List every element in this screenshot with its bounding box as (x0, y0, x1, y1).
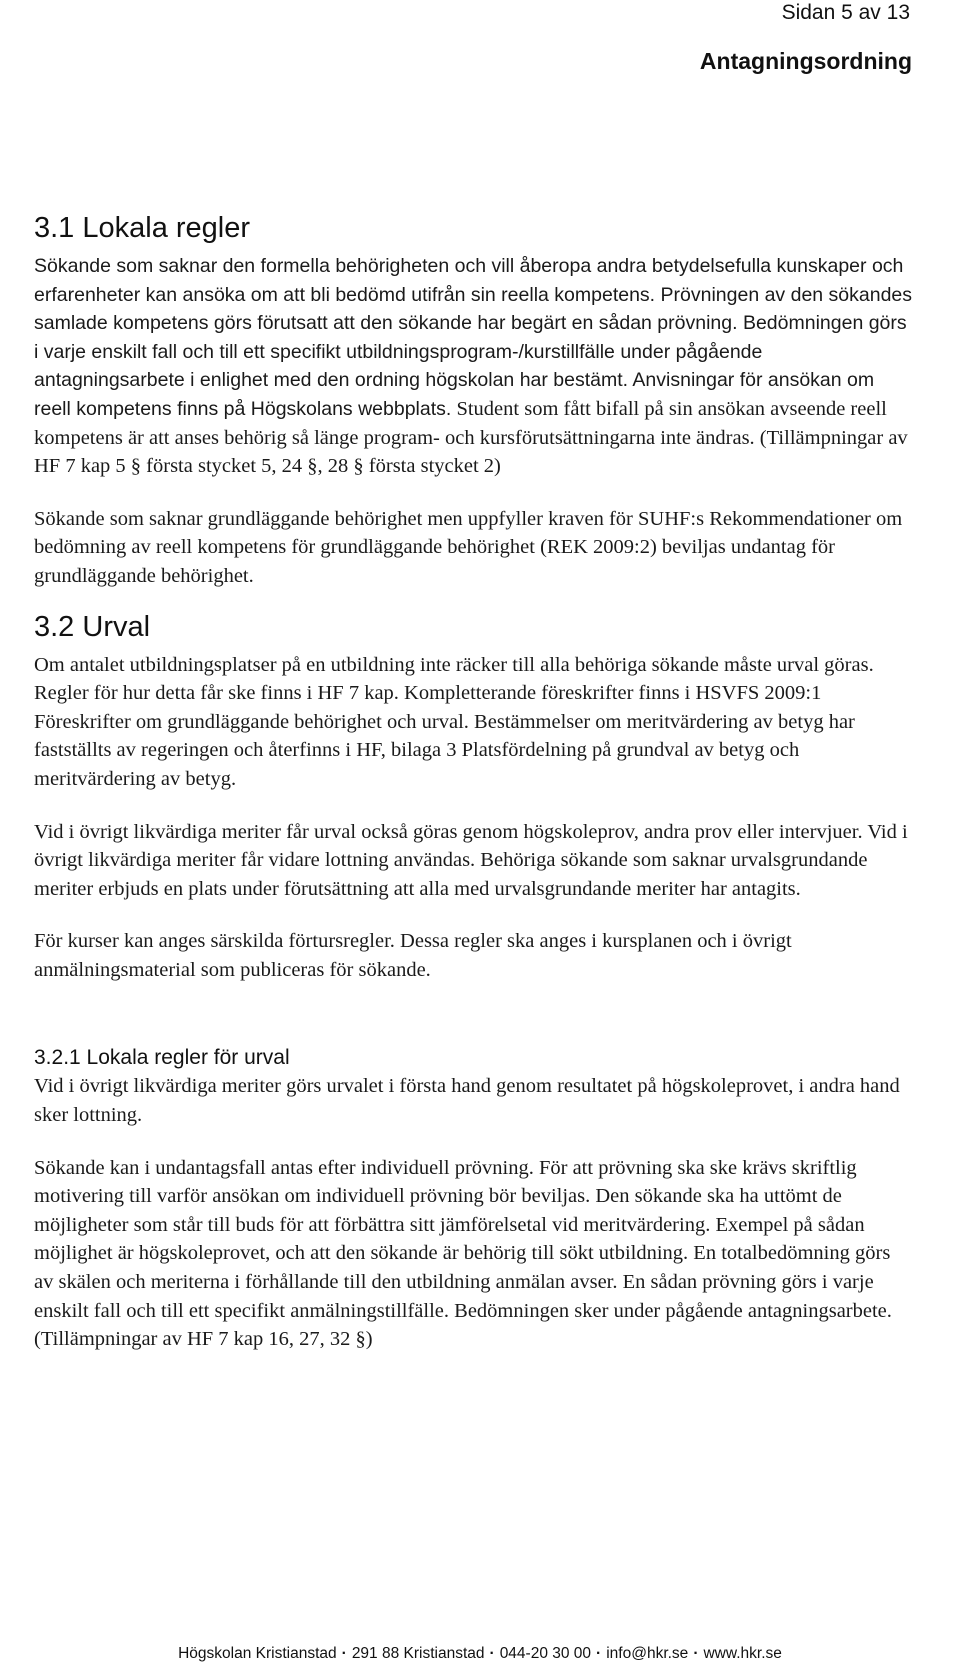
section-3-2-1 (34, 1044, 914, 1353)
footer-phone: 044-20 30 00 (499, 1645, 592, 1662)
footer-institution: Högskolan Kristianstad (178, 1645, 337, 1662)
running-title: Antagningsordning (699, 48, 912, 74)
paragraph: Vid i övrigt likvärdiga meriter görs urvalet i första hand genom resultatet på högskoleprovet, i andra hand sker lottning. (34, 1075, 900, 1127)
footer-separator: · (489, 1645, 495, 1662)
paragraph: Om antalet utbildningsplatser på en utbildning inte räcker till alla behöriga sökande måste urval göras. Regler för hur detta får ske finns i HF 7 kap. Kompletterande föreskrifter finns i HSVFS 2009:1 Föreskrifter om grundläggande behörighet och urval. Bestämmelser om meritvärdering av betyg har fastställts av regeringen och återfinns i HF, bilaga 3 Platsfördelning på grundval av betyg och meritvärdering av betyg. (34, 653, 874, 790)
footer-address: 291 88 Kristianstad (351, 1645, 485, 1662)
footer-website: www.hkr.se (703, 1645, 782, 1662)
section-heading: 3.1 Lokala regler (34, 212, 251, 244)
subsection-heading: 3.2.1 Lokala regler för urval (34, 1046, 290, 1070)
paragraph: Vid i övrigt likvärdiga meriter får urval också göras genom högskoleprov, andra prov eller intervjuer. Vid i övrigt likvärdiga meriter får vidare lottning användas. Behöriga sökande som saknar urvalsgrundande meriter erbjuds en plats under förutsättning att alla med urvalsgrundande meriter har antagits. (34, 820, 908, 900)
footer-separator: · (693, 1645, 699, 1662)
document-body (34, 210, 914, 1354)
footer-separator: · (341, 1645, 347, 1662)
paragraph: Sökande som saknar grundläggande behörighet men uppfyller kraven för SUHF:s Rekommendationer om bedömning av reell kompetens för grundläggande behörighet (REK 2009:2) beviljas undantag för grundläggande behörighet. (34, 507, 903, 587)
paragraph: Sökande kan i undantagsfall antas efter individuell prövning. För att prövning ska ske krävs skriftlig motivering till varför ansökan om individuell prövning bör beviljas. Den sökande ska ha uttömt de möjligheter som står till buds för att förbättra sitt jämförelsetal vid meritvärdering. Exempel på sådan möjlighet är högskoleprovet, och att den sökande är behörig till sökt utbildning. En totalbedömning görs av skälen och meriterna i förhållande till den utbildning anmälan avser. En sådan prövning görs i varje enskilt fall och till ett specifikt anmälningstillfälle. Bedömningen sker under pågående antagningsarbete. (Tillämpningar av HF 7 kap 16, 27, 32 §) (34, 1156, 892, 1351)
footer-email: info@hkr.se (606, 1645, 689, 1662)
page-footer (0, 1644, 960, 1664)
page-number: Sidan 5 av 13 (781, 1, 910, 24)
section-3-1 (34, 210, 914, 591)
footer-separator: · (596, 1645, 602, 1662)
section-heading: 3.2 Urval (34, 610, 151, 643)
section-3-2 (34, 609, 914, 985)
paragraph-sans-part: Sökande som saknar den formella behörigheten och vill åberopa andra betydelsefulla kunskaper och erfarenheter kan ansöka om att bli bedömd utifrån sin reella kompetens. Prövningen av den sökandes samlade kompetens görs förutsatt att den sökande har begärt en sådan prövning. Bedömningen görs i varje enskilt fall och till ett specifikt utbildningsprogram-/kurstillfälle under pågående antagningsarbete i enlighet med den ordning högskolan har bestämt. Anvisningar för ansökan om reell kompetens finns på Högskolans webbplats. (34, 255, 913, 420)
paragraph-serif-part: Student som fått bifall på sin ansökan avseende reell kompetens är att anses behörig så länge program- och kursförutsättningarna inte ändras. (Tillämpningar av HF 7 kap 5 § första stycket 5, 24 §, 28 § första stycket 2) (34, 397, 908, 478)
paragraph: För kurser kan anges särskilda förtursregler. Dessa regler ska anges i kursplanen och i övrigt anmälningsmaterial som publiceras för sökande. (34, 930, 792, 981)
paragraph (34, 252, 914, 481)
